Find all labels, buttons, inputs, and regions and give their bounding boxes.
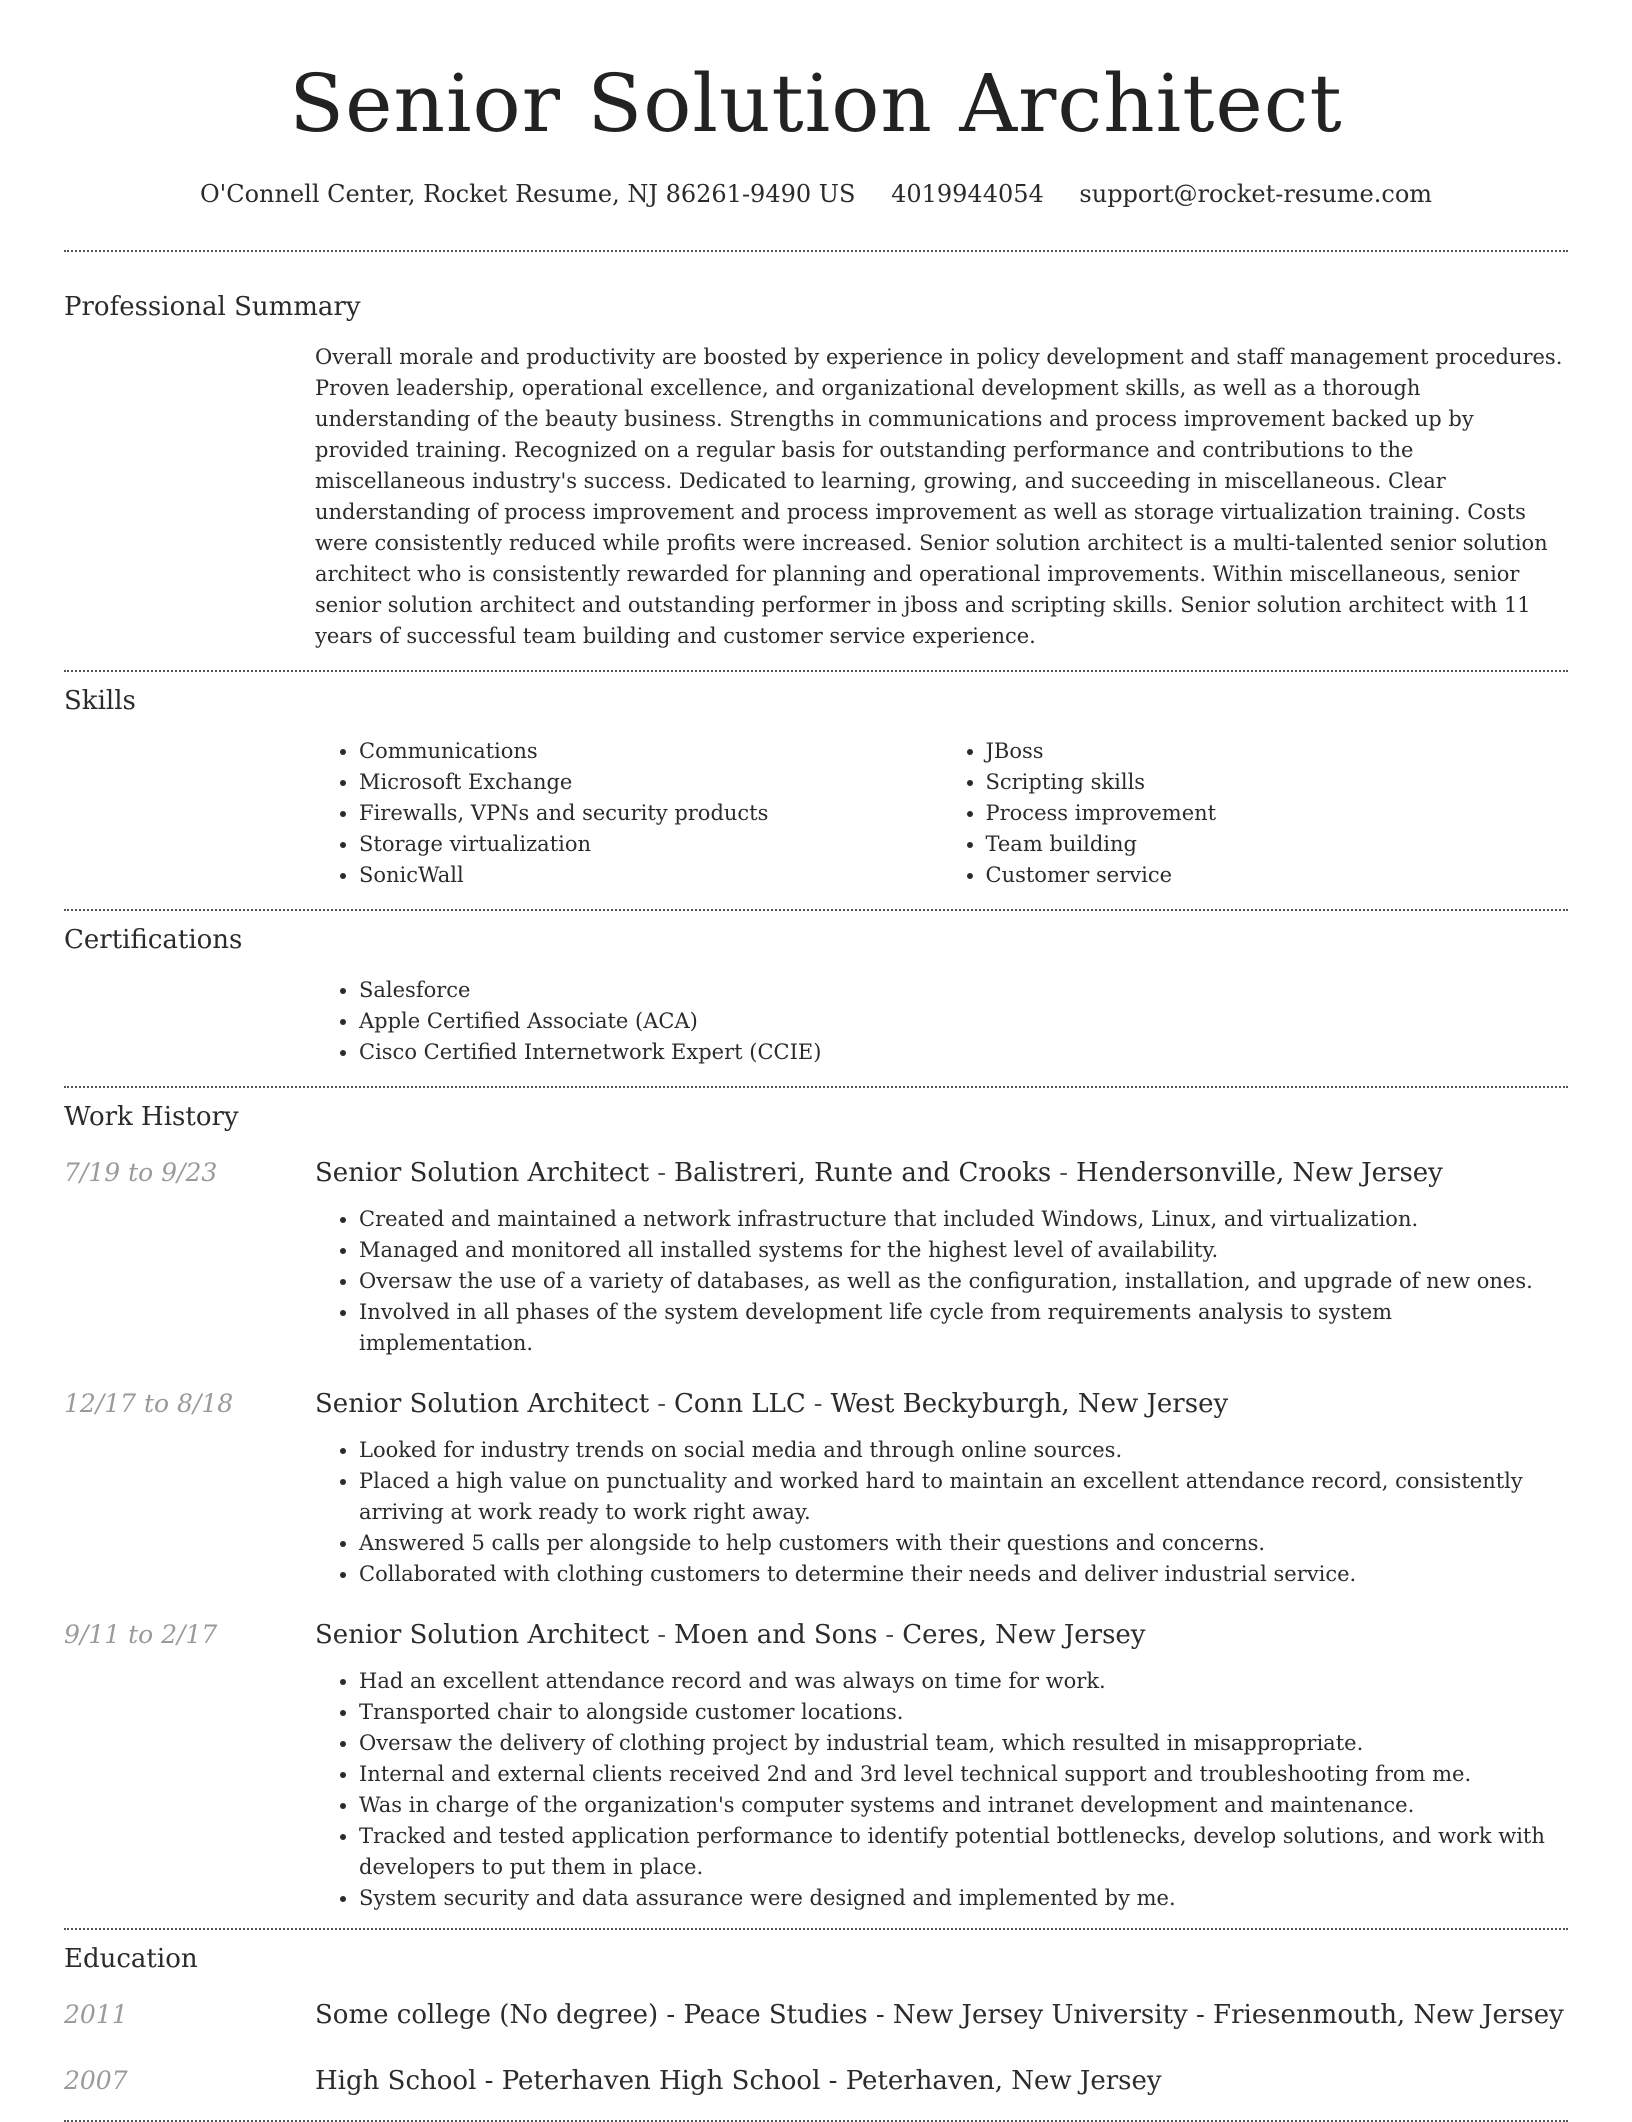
education-entry	[64, 1998, 1568, 2032]
separator: -	[813, 1389, 823, 1419]
job-date: 7/19 to 9/23	[64, 1158, 218, 1187]
skill-item: • SonicWall	[359, 860, 942, 891]
job-entry	[64, 1387, 1568, 1590]
job-role: Senior Solution Architect	[315, 1620, 650, 1650]
certifications-list	[315, 975, 1568, 1068]
job-bullet: • Involved in all phases of the system development life cycle from requirements analysis to system implementation.	[359, 1297, 1568, 1359]
summary-title: Professional Summary	[64, 292, 361, 322]
job-location: West Beckyburgh, New Jersey	[830, 1389, 1229, 1419]
jobs-container	[64, 1156, 1568, 1914]
contact-info	[64, 178, 1568, 210]
skills-list-right	[942, 736, 1569, 891]
job-location: Hendersonville, New Jersey	[1076, 1158, 1443, 1188]
separator: -	[657, 1158, 667, 1188]
skill-item: • JBoss	[986, 736, 1569, 767]
education-entry	[64, 2064, 1568, 2098]
separator: -	[657, 1389, 667, 1419]
separator: -	[1059, 1158, 1068, 1188]
certification-item: • Cisco Certified Internetwork Expert (CCIE)	[359, 1037, 1568, 1068]
job-bullet: • Answered 5 calls per alongside to help customers with their questions and concerns.	[359, 1528, 1568, 1559]
job-bullet: • Tracked and tested application performance to identify potential bottlenecks, develop solutions, and work with developers to put them in place.	[359, 1821, 1568, 1883]
job-location: Ceres, New Jersey	[902, 1620, 1146, 1650]
job-bullet: • Was in charge of the organization's computer systems and intranet development and maintenance.	[359, 1790, 1568, 1821]
job-bullet: • Collaborated with clothing customers to determine their needs and deliver industrial service.	[359, 1559, 1568, 1590]
skills-content	[315, 736, 1568, 891]
certifications-title: Certifications	[64, 925, 243, 955]
job-heading	[315, 1618, 1568, 1652]
skills-columns	[315, 736, 1568, 891]
education-date: 2011	[64, 2000, 128, 2029]
summary-text: Overall morale and productivity are boosted by experience in policy development and staff management procedures. Proven leadership, operational excellence, and organizational development skills, as well as a thorough understanding of the beauty business. Strengths in communications and process improvement backed up by provided training. Recognized on a regular basis for outstanding performance and contributions to the miscellaneous industry's success. Dedicated to learning, growing, and succeeding in miscellaneous. Clear understanding of process improvement and process improvement as well as storage virtualization training. Costs were consistently reduced while profits were increased. Senior solution architect is a multi-talented senior solution architect who is consistently rewarded for planning and operational improvements. Within miscellaneous, senior senior solution architect and outstanding performer in jboss and scripting skills. Senior solution architect with 11 years of successful team building and customer service experience.	[315, 345, 1563, 648]
job-company: Conn LLC	[674, 1389, 806, 1419]
certification-item: • Salesforce	[359, 975, 1568, 1006]
work-history-section	[64, 1100, 1568, 1914]
skills-list-left	[315, 736, 942, 891]
skill-item: • Team building	[986, 829, 1569, 860]
education-date: 2007	[64, 2066, 128, 2095]
job-bullet: • Managed and monitored all installed systems for the highest level of availability.	[359, 1235, 1568, 1266]
job-content	[315, 1156, 1568, 1359]
job-bullet: • Had an excellent attendance record and was always on time for work.	[359, 1666, 1568, 1697]
skill-item: • Scripting skills	[986, 767, 1569, 798]
resume-page	[64, 0, 1568, 2122]
summary-content	[315, 342, 1568, 652]
job-entry	[64, 1156, 1568, 1359]
summary-section	[64, 290, 1568, 652]
education-container	[64, 1998, 1568, 2098]
job-bullet: • Internal and external clients received 2nd and 3rd level technical support and troubleshooting from me.	[359, 1759, 1568, 1790]
skill-item: • Communications	[359, 736, 942, 767]
job-heading	[315, 1387, 1568, 1421]
skill-item: • Microsoft Exchange	[359, 767, 942, 798]
contact-email: support@rocket-resume.com	[1079, 180, 1433, 208]
education-text: Some college (No degree) - Peace Studies - New Jersey University - Friesenmouth, New Jersey	[315, 2000, 1564, 2030]
education-text: High School - Peterhaven High School - Peterhaven, New Jersey	[315, 2066, 1162, 2096]
job-date: 9/11 to 2/17	[64, 1620, 218, 1649]
job-bullets	[315, 1666, 1568, 1914]
separator: -	[657, 1620, 667, 1650]
skill-item: • Firewalls, VPNs and security products	[359, 798, 942, 829]
job-heading	[315, 1156, 1568, 1190]
divider	[64, 670, 1568, 672]
job-bullet: • System security and data assurance were designed and implemented by me.	[359, 1883, 1568, 1914]
divider	[64, 1928, 1568, 1930]
skills-section	[64, 684, 1568, 891]
job-role: Senior Solution Architect	[315, 1389, 650, 1419]
job-date: 12/17 to 8/18	[64, 1389, 234, 1418]
certifications-section	[64, 923, 1568, 1068]
separator: -	[885, 1620, 895, 1650]
divider	[64, 1086, 1568, 1088]
job-entry	[64, 1618, 1568, 1914]
job-content	[315, 1387, 1568, 1590]
job-bullet: • Oversaw the use of a variety of databases, as well as the configuration, installation, and upgrade of new ones.	[359, 1266, 1568, 1297]
job-bullets	[315, 1204, 1568, 1359]
work-history-title: Work History	[64, 1102, 239, 1132]
job-bullets	[315, 1435, 1568, 1590]
education-section	[64, 1942, 1568, 2098]
job-company: Balistreri, Runte and Crooks	[674, 1158, 1052, 1188]
skills-title: Skills	[64, 686, 136, 716]
contact-address: O'Connell Center, Rocket Resume, NJ 86261-9490 US	[199, 180, 856, 208]
job-bullet: • Created and maintained a network infrastructure that included Windows, Linux, and virtualization.	[359, 1204, 1568, 1235]
divider	[64, 909, 1568, 911]
certification-item: • Apple Certified Associate (ACA)	[359, 1006, 1568, 1037]
skill-item: • Storage virtualization	[359, 829, 942, 860]
resume-name: Senior Solution Architect	[289, 57, 1343, 150]
job-bullet: • Looked for industry trends on social media and through online sources.	[359, 1435, 1568, 1466]
contact-phone: 4019944054	[891, 180, 1044, 208]
skill-item: • Process improvement	[986, 798, 1569, 829]
divider	[64, 250, 1568, 252]
job-bullet: • Placed a high value on punctuality and worked hard to maintain an excellent attendance record, consistently arriving at work ready to work right away.	[359, 1466, 1568, 1528]
job-bullet: • Transported chair to alongside customer locations.	[359, 1697, 1568, 1728]
job-company: Moen and Sons	[674, 1620, 878, 1650]
certifications-content	[315, 975, 1568, 1068]
job-bullet: • Oversaw the delivery of clothing project by industrial team, which resulted in misappropriate.	[359, 1728, 1568, 1759]
job-role: Senior Solution Architect	[315, 1158, 650, 1188]
job-content	[315, 1618, 1568, 1914]
skill-item: • Customer service	[986, 860, 1569, 891]
education-title: Education	[64, 1944, 198, 1974]
